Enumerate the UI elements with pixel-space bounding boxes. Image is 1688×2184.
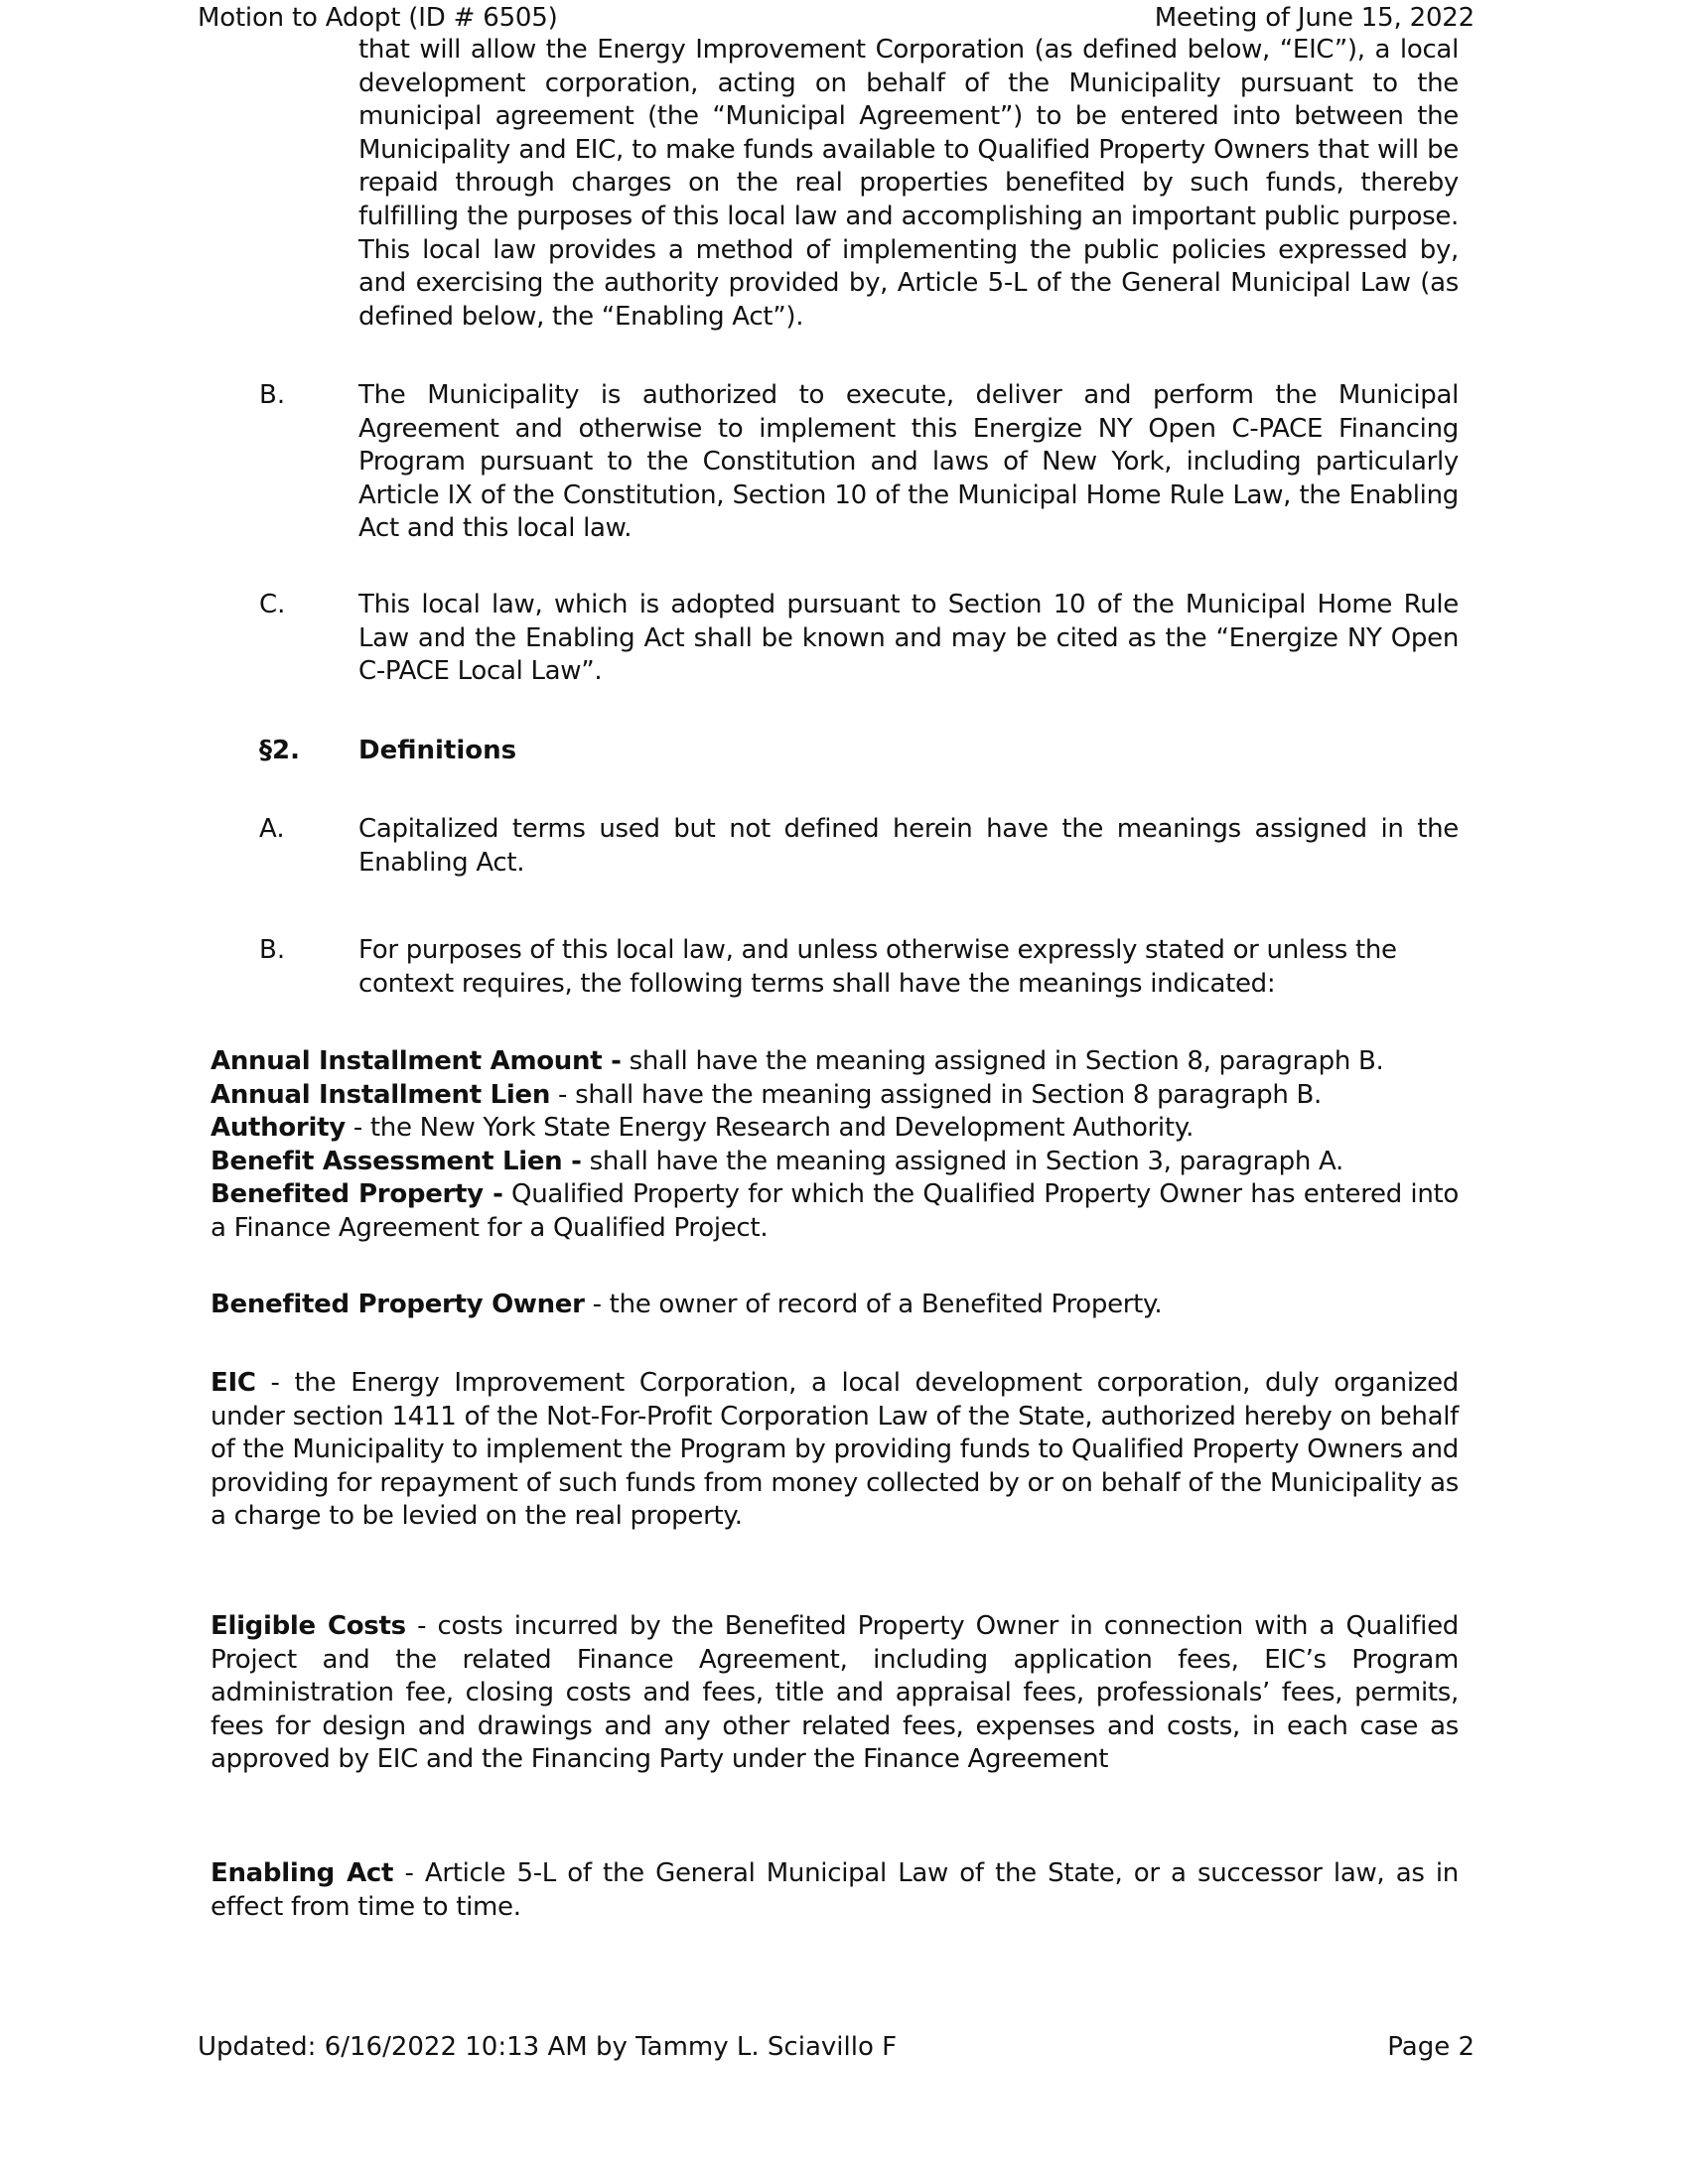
definition-text: - the New York State Energy Research and Development Authority. (345, 1113, 1195, 1144)
section2-item-b-label: B. (259, 935, 286, 965)
section1-item-c-text: This local law, which is adopted pursuant to Section 10 of the Municipal Home Rule Law and the Enabling Act shall be known and may be cited as the “Energize NY Open C-PACE Local Law”. (358, 590, 1459, 687)
definition-text: - the Energy Improvement Corporation, a local development corporation, duly organized under section 1411 of the Not-For-Profit Corporation Law of the State, authorized hereby on behalf of the Municipality to implement the Program by providing funds to Qualified Property Owners and providing for repayment of such funds from money collected by or on behalf of the Municipality as a charge to be levied on the real property. (211, 1368, 1459, 1532)
definition-term: Annual Installment Amount - (211, 1046, 622, 1076)
definition-benefited-property-owner (211, 1289, 1459, 1322)
header-motion-id: Motion to Adopt (ID # 6505) (198, 3, 558, 33)
definition-eic (211, 1367, 1459, 1534)
footer-updated-info: Updated: 6/16/2022 10:13 AM by Tammy L. Sciavillo F (198, 2032, 898, 2062)
section1-item-c-label: C. (259, 590, 286, 619)
definition-text: - shall have the meaning assigned in Section 8 paragraph B. (550, 1079, 1323, 1110)
definitions-group-1 (211, 1045, 1459, 1178)
definition-term: Eligible Costs (211, 1611, 406, 1641)
definition-text: - the owner of record of a Benefited Property. (584, 1290, 1163, 1319)
section2-title: Definitions (358, 736, 517, 765)
definition-term: Authority (211, 1113, 346, 1144)
definition-text: - costs incurred by the Benefited Property Owner in connection with a Qualified Project and the related Finance Agreement, including application fees, EIC’s Program administration fee, closing costs and fees, title and appraisal fees, professionals’ fees, permits, fees for design and drawings and any other related fees, expenses and costs, in each case as approved by EIC and the Financing Party under the Finance Agreement (211, 1611, 1459, 1775)
section2-item-a-text: Capitalized terms used but not defined herein have the meanings assigned in the Enabling Act. (358, 814, 1459, 878)
definition-text: Qualified Property for which the Qualified Property Owner has entered into a Finance Agreement for a Qualified Project. (211, 1179, 1459, 1243)
definition-term: Benefit Assessment Lien - (211, 1146, 582, 1176)
section1-continuation: that will allow the Energy Improvement Corporation (as defined below, “EIC”), a local development corporation, acting on behalf of the Municipality pursuant to the municipal agreement (the “Municipal Agreement”) to be entered into between the Municipality and EIC, to make funds available to Qualified Property Owners that will be repaid through charges on the real properties benefited by such funds, thereby fulfilling the purposes of this local law and accomplishing an important public purpose. This local law provides a method of implementing the public policies expressed by, and exercising the authority provided by, Article 5-L of the General Municipal Law (as defined below, the “Enabling Act”). (358, 35, 1459, 332)
definition-term: Enabling Act (211, 1858, 394, 1888)
section2-item-b-text: For purposes of this local law, and unless otherwise expressly stated or unless the context requires, the following terms shall have the meanings indicated: (358, 935, 1397, 999)
page-footer (198, 2031, 1475, 2063)
definition-term: Benefited Property - (211, 1179, 503, 1209)
header-meeting-date: Meeting of June 15, 2022 (1154, 3, 1475, 33)
definition-term: EIC (211, 1368, 256, 1398)
section1-item-b-label: B. (259, 380, 286, 410)
section2-item-a-label: A. (259, 814, 285, 844)
footer-page-number: Page 2 (1387, 2032, 1475, 2062)
definition-term: Annual Installment Lien (211, 1079, 551, 1110)
definition-eligible-costs (211, 1610, 1459, 1777)
definition-term: Benefited Property Owner (211, 1290, 585, 1319)
definition-benefited-property (211, 1178, 1459, 1245)
definition-text: shall have the meaning assigned in Section 3, paragraph A. (581, 1146, 1343, 1176)
section1-item-b-text: The Municipality is authorized to execute, deliver and perform the Municipal Agreement and otherwise to implement this Energize NY Open C-PACE Financing Program pursuant to the Constitution and laws of New York, including particularly Article IX of the Constitution, Section 10 of the Municipal Home Rule Law, the Enabling Act and this local law. (358, 380, 1459, 544)
definition-text: shall have the meaning assigned in Section 8, paragraph B. (621, 1046, 1384, 1076)
page-header (198, 2, 1475, 34)
definition-enabling-act (211, 1857, 1459, 1924)
definition-text: - Article 5-L of the General Municipal Law of the State, or a successor law, as in effect from time to time. (211, 1858, 1459, 1922)
section2-number: §2. (259, 736, 300, 765)
